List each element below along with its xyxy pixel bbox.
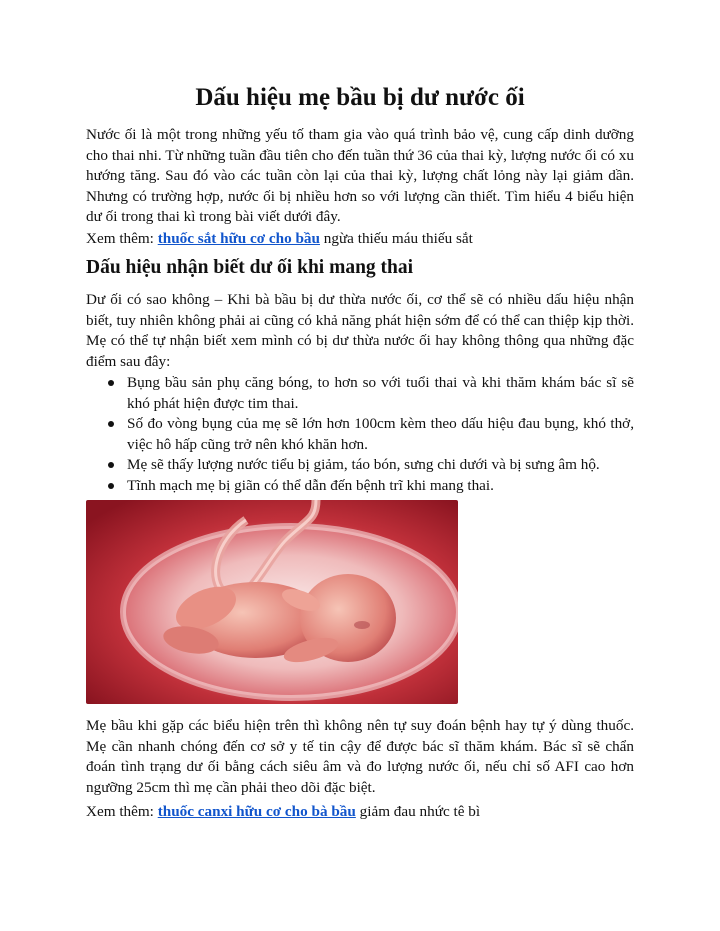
see-also-1-suffix: ngừa thiếu máu thiếu sắt [319, 230, 473, 247]
list-item: Mẹ sẽ thấy lượng nước tiểu bị giảm, táo bón, sưng chi dưới và bị sưng âm hộ. [127, 455, 634, 476]
see-also-1-prefix: Xem thêm: [86, 230, 158, 247]
iron-supplement-link[interactable]: thuốc sắt hữu cơ cho bầu [157, 230, 320, 247]
closing-paragraph: Mẹ bầu khi gặp các biểu hiện trên thì không nên tự suy đoán bệnh hay tự ý dùng thuốc. Mẹ cần nhanh chóng đến cơ sở y tế tin cậy để được bác sĩ thăm khám. Bác sĩ sẽ chẩn đoán tình trạng dư ối bằng cách siêu âm và đo lượng nước ối, nếu chỉ số AFI cao hơn ngưỡng 25cm thì mẹ cần phải theo dõi đặc biệt. [86, 717, 634, 796]
list-item: Bụng bầu sản phụ căng bóng, to hơn so với tuổi thai và khi thăm khám bác sĩ sẽ khó phát hiện được tim thai. [127, 373, 634, 414]
see-also-2-suffix: giảm đau nhức tê bì [355, 803, 481, 820]
fetus-photo [86, 500, 458, 704]
see-also-1 [86, 229, 634, 250]
list-item: Số đo vòng bụng của mẹ sẽ lớn hơn 100cm kèm theo dấu hiệu đau bụng, khó thở, việc hô hấp cũng trở nên khó khăn hơn. [127, 414, 634, 455]
calcium-supplement-link[interactable]: thuốc canxi hữu cơ cho bà bầu [157, 803, 356, 820]
section-heading: Dấu hiệu nhận biết dư ối khi mang thai [86, 257, 414, 278]
section-paragraph: Dư ối có sao không – Khi bà bầu bị dư thừa nước ối, cơ thể sẽ có nhiều dấu hiệu nhận biết, tuy nhiên không phải ai cũng có khả năng phát hiện sớm để có thể can thiệp kịp thời. Mẹ có thể tự nhận biết xem mình có bị dư thừa nước ối hay không thông qua những đặc điểm sau đây: [86, 291, 634, 370]
intro-paragraph: Nước ối là một trong những yếu tố tham gia vào quá trình bảo vệ, cung cấp dinh dưỡng cho thai nhi. Từ những tuần đầu tiên cho đến tuần thứ 36 của thai kỳ, lượng nước ối có xu hướng tăng. Sau đó vào các tuần còn lại của thai kỳ, lượng chất lỏng này lại giảm dần. Nhưng có trường hợp, nước ối bị nhiều hơn so với lượng cần thiết. Tìm hiểu 4 biểu hiện dư ối trong thai kì trong bài viết dưới đây. [86, 126, 634, 226]
list-item: Tĩnh mạch mẹ bị giãn có thể dẫn đến bệnh trĩ khi mang thai. [127, 476, 634, 497]
fetus-illustration [86, 500, 458, 704]
see-also-2-prefix: Xem thêm: [86, 803, 158, 820]
article-title: Dấu hiệu mẹ bầu bị dư nước ối [195, 84, 525, 111]
see-also-2 [86, 802, 634, 823]
symptom-list [86, 373, 634, 497]
